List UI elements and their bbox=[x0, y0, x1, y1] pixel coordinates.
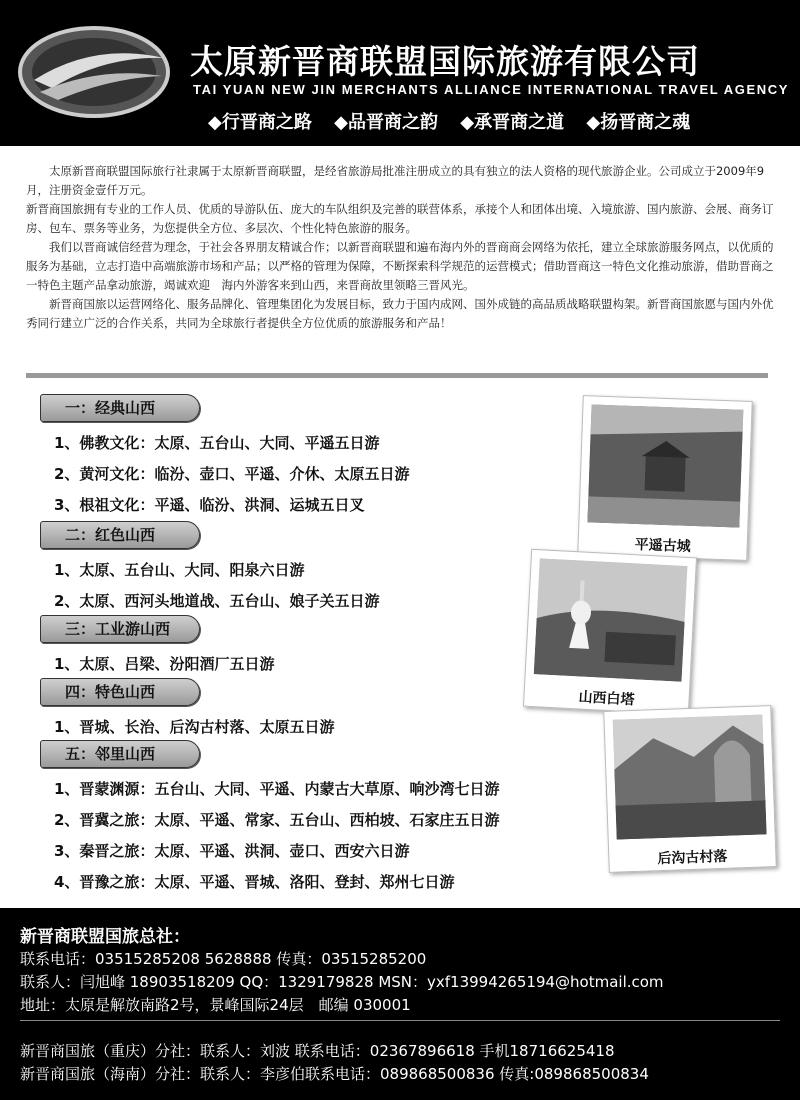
route-item: 4、晋豫之旅：太原、平遥、晋城、洛阳、登封、郑州七日游 bbox=[54, 873, 455, 891]
section-title: 四：特色山西 bbox=[40, 678, 200, 706]
section-title: 五：邻里山西 bbox=[40, 740, 200, 768]
intro-paragraph: 新晋商国旅以运营网络化、服务品牌化、管理集团化为发展目标，致力于国内成网、国外成链的高品质战略联盟构架。新晋商国旅愿与国内外优秀同行建立广泛的合作关系，共同为全球旅行者提供全方位优质的旅游服务和产品！ bbox=[26, 297, 774, 330]
slogan-item: ◆扬晋商之魂 bbox=[586, 112, 691, 133]
route-section-red bbox=[40, 521, 400, 617]
company-name-en: TAI YUAN NEW JIN MERCHANTS ALLIANCE INTERNATIONAL TRAVEL AGENCY bbox=[193, 82, 790, 97]
header-banner bbox=[0, 0, 800, 146]
route-item: 1、晋城、长治、后沟古村落、太原五日游 bbox=[54, 718, 335, 736]
address-line: 地址：太原是解放南路2号，景峰国际24层 邮编 030001 bbox=[20, 996, 411, 1014]
photo-caption: 平遥古城 bbox=[634, 536, 691, 555]
photo-hougou-village bbox=[603, 705, 777, 873]
branch-line-chongqing: 新晋商国旅（重庆）分社：联系人：刘波 联系电话：02367896618 手机18716625418 bbox=[20, 1042, 615, 1060]
route-section-featured bbox=[40, 678, 400, 743]
intro-paragraph: 太原新晋商联盟国际旅行社隶属于太原新晋商联盟，是经省旅游局批准注册成立的具有独立的法人资格的现代旅游企业。公司成立于2009年9月，注册资金壹仟万元。 bbox=[26, 164, 765, 197]
section-title: 一：经典山西 bbox=[40, 394, 200, 422]
company-introduction bbox=[26, 162, 774, 333]
contact-person-line: 联系人：闫旭峰 18903518209 QQ：1329179828 MSN：yxf13994265194@hotmail.com bbox=[20, 973, 664, 991]
route-item: 2、黄河文化：临汾、壶口、平遥、介休、太原五日游 bbox=[54, 465, 410, 483]
route-item: 1、晋蒙渊源：五台山、大同、平遥、内蒙古大草原、响沙湾七日游 bbox=[54, 780, 500, 798]
slogan-item: ◆行晋商之路 bbox=[208, 112, 312, 133]
route-section-neighbor bbox=[40, 740, 500, 898]
contact-phone-line: 联系电话：03515285208 5628888 传真：03515285200 bbox=[20, 950, 427, 968]
contact-footer bbox=[0, 908, 800, 1100]
village-photo-icon bbox=[613, 714, 767, 839]
route-item: 3、秦晋之旅：太原、平遥、洪洞、壶口、西安六日游 bbox=[54, 842, 410, 860]
intro-paragraph: 我们以晋商诚信经营为理念，于社会各界朋友精诚合作；以新晋商联盟和遍布海内外的晋商商会网络为依托，建立全球旅游服务网点，以优质的服务为基础，立志打造中高端旅游市场和产品；以严格的管理为保障，不断探索科学规范的运营模式；借助晋商这一特色文化推动旅游，借助晋商之一特色主题产品拿动旅游，竭诚欢迎 海内外游客来到山西，来晋商故里领略三晋风光。 bbox=[26, 240, 774, 292]
pagoda-photo-icon bbox=[534, 558, 688, 682]
route-section-classic bbox=[40, 394, 410, 521]
route-item: 1、太原、五台山、大同、阳泉六日游 bbox=[54, 561, 305, 579]
route-section-industrial bbox=[40, 615, 400, 680]
route-item: 3、根祖文化：平遥、临汾、洪洞、运城五日叉 bbox=[54, 496, 365, 514]
route-item: 1、太原、吕梁、汾阳酒厂五日游 bbox=[54, 655, 275, 673]
head-office-title: 新晋商联盟国旅总社： bbox=[20, 927, 190, 947]
photo-white-pagoda bbox=[523, 549, 697, 715]
route-item: 2、太原、西河头地道战、五台山、娘子关五日游 bbox=[54, 592, 380, 610]
slogan-item: ◆承晋商之道 bbox=[460, 112, 565, 133]
route-item: 1、佛教文化：太原、五台山、大同、平遥五日游 bbox=[54, 434, 380, 452]
slogan-row bbox=[208, 108, 706, 134]
route-item: 2、晋冀之旅：太原、平遥、常家、五台山、西柏坡、石家庄五日游 bbox=[54, 811, 500, 829]
photo-caption: 山西白塔 bbox=[578, 689, 635, 709]
branch-line-hainan: 新晋商国旅（海南）分社：联系人：李彦伯联系电话：089868500836 传真:089868500834 bbox=[20, 1065, 649, 1083]
slogan-item: ◆品晋商之韵 bbox=[334, 112, 438, 133]
section-divider bbox=[26, 373, 768, 378]
footer-divider bbox=[20, 1020, 780, 1021]
section-title: 二：红色山西 bbox=[40, 521, 200, 549]
company-logo-icon bbox=[14, 22, 174, 122]
section-title: 三：工业游山西 bbox=[40, 615, 200, 643]
photo-caption: 后沟古村落 bbox=[657, 848, 728, 868]
ancient-city-photo-icon bbox=[587, 404, 743, 527]
intro-paragraph: 新晋商国旅拥有专业的工作人员、优质的导游队伍、庞大的车队组织及完善的联营体系，承接个人和团体出境、入境旅游、国内旅游、会展、商务订房、包车、票务等业务，为您提供全方位、多层次、个性化特色旅游的服务。 bbox=[26, 202, 774, 235]
photo-pingyao bbox=[577, 395, 752, 561]
company-name-cn: 太原新晋商联盟国际旅游有限公司 bbox=[190, 42, 700, 81]
